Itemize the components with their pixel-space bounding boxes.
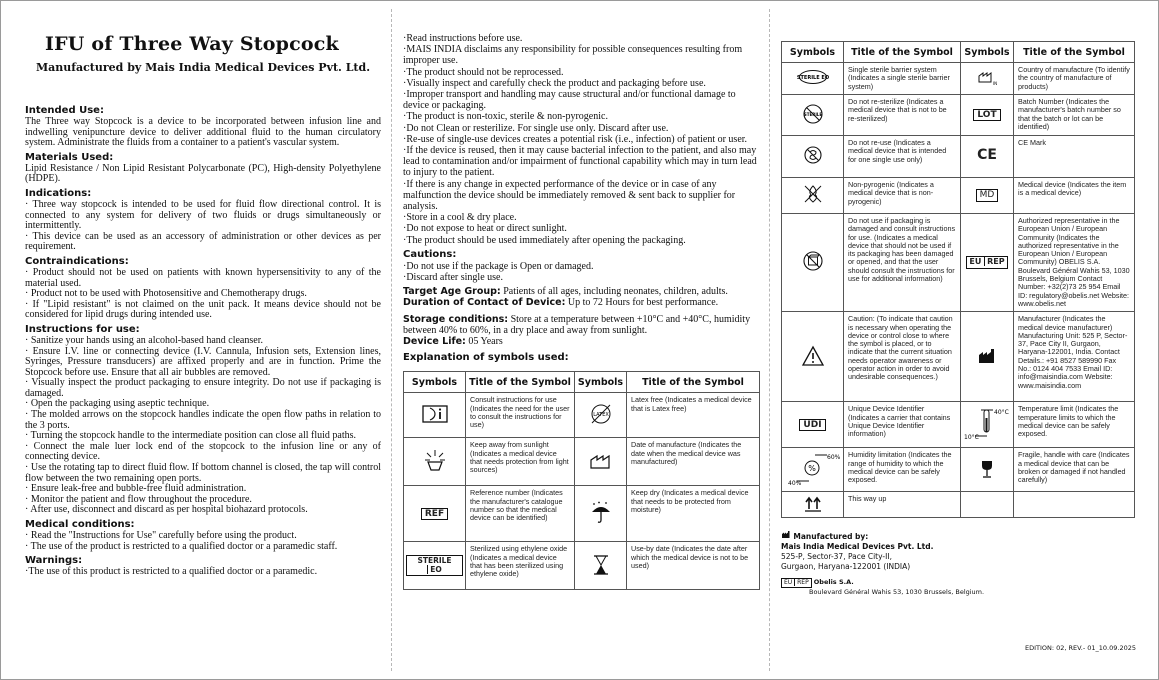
resterilize-sterile-label: STERILE [803,111,822,117]
target-age-value: Patients of all ages, including neonates, children, adults. [500,286,728,298]
latex-icon [575,393,627,438]
table1-title-header-2: Title of the Symbol [627,372,760,393]
sterile-label: STERILE [417,556,452,566]
table2-text: Do not re-use (Indicates a medical device that is intended for one single use only) [844,136,961,178]
list-item: · Turning the stopcock handle to the intermediate position can close all fluid paths. [25,430,357,442]
list-item: ·The product should be used immediately after opening the packaging. [403,234,686,246]
table1-text: Consult instructions for use (Indicates the need for the user to consult the instructions for use) [466,393,575,438]
udi-icon [782,402,844,448]
warnings-list [25,567,381,578]
list-item: · Product not to be used with Photosensitive and Chemotherapy drugs. [25,288,307,300]
eu-rep-icon [961,214,1014,312]
list-item: · This device can be used as an accessory of administration or other devices as per requirement. [25,230,381,253]
table-row [782,178,1135,214]
temp-high-label: 40°C [994,408,1009,416]
humidity-high-label: 60% [826,453,840,461]
cautions-list [403,261,760,283]
sterile-eo-icon [404,542,466,590]
table1-text: Keep dry (Indicates a medical device that needs to be protected from moisture) [627,486,760,542]
list-item: ·The product should not be reprocessed. [403,66,564,78]
table2-text: This way up [844,492,961,518]
table1-text: Use-by date (Indicates the date after which the medical device is not to be used) [627,542,760,590]
table2-text: Caution: (To indicate that caution is necessary when operating the device or control close to where the symbol is placed, or to indicate that the current situation needs operator awareness or operator action in order to avoid undesirable consequences.) [844,312,961,402]
table2-text: CE Mark [1014,136,1135,178]
table2-text: Authorized representative in the European Union / European Community (Indicates the authorized representative in the European Union / European Community) OBELIS S.A. Boulevard Général Wahis 53, 1030 Brussels, Belgium Contact Number: +32(2)73 25 954 Email ID: regulatory@obelis.net Website: www.obelis.net [1014,214,1135,312]
table2-text: Unique Device Identifier (Indicates a carrier that contains Unique Device Identifier information) [844,402,961,448]
list-item: · Visually inspect the product packaging to ensure integrity. Do not use if packaging is damaged. [25,377,381,399]
storage-value: Store at a temperature between +10°C and +40°C, humidity between 40% to 60%, in a dry place and away from sunlight. [403,313,751,336]
table1-title-header: Title of the Symbol [466,372,575,393]
table2-title-header-2: Title of the Symbol [1014,42,1135,63]
device-life-value: 05 Years [465,336,503,348]
table1-symbols-header-2: Symbols [575,372,627,393]
contraindications-list [25,268,381,321]
table1-text: Reference number (Indicates the manufacturer's catalogue number so that the medical device can be identified) [466,486,575,542]
indications-heading: Indications: [25,187,92,199]
this-way-up-icon [782,492,844,518]
edition-info: EDITION: 02, REV.- 01_10.09.2025 [1024,644,1136,652]
table-row [782,136,1135,178]
column-2 [403,33,760,590]
humidity-low-label: 40% [787,479,801,487]
manufacturer-icon [781,530,791,539]
warnings-continued-list [403,33,760,246]
list-item: · Product should not be used on patients with known hypersensitivity to any of the material used. [25,266,381,289]
list-item: · Read the "Instructions for Use" carefully before using the product. [25,530,297,541]
table2-text: Do not use if packaging is damaged and consult instructions for use. (Indicates a medical device that should not be used if its packaging has been damaged or opened, and that the user should consult the instructions for use for additional information) [844,214,961,312]
list-item: · Connect the male luer lock end of the stopcock to the infusion line or any of connecting device. [25,440,381,463]
table-row [782,214,1135,312]
udi-label: UDI [799,419,825,431]
table1-text: Keep away from sunlight (Indicates a medical device that needs protection from light sources) [466,438,575,486]
table-row [404,486,760,542]
list-item: ·Do not expose to heat or direct sunlight. [403,223,567,235]
table2-text: Humidity limitation (Indicates the range of humidity to which the medical device can be safely exposed. [844,448,961,492]
list-item: ·Store in a cool & dry place. [403,212,517,224]
list-item: ·Visually inspect and carefully check the product and packaging before use. [403,77,706,89]
document-subtitle: Manufactured by Mais India Medical Devices Pvt. Ltd. [35,61,371,74]
table2-text: Manufacturer (Indicates the medical device manufacturer) Manufacturing Unit: 525 P, Sector-37, Pace City II, Gurgaon, Haryana-122001, India. Contact Details.: +91 8527 589990 Fax No.: 0124 404 7533 Email ID: info@maisindia.com Website: www.maisindia.com [1014,312,1135,402]
temp-low-label: 10°C [964,433,979,441]
eo-label: EO [427,565,442,574]
manufacturer-name: Mais India Medical Devices Pvt. Ltd. [781,542,934,552]
list-item: ·Discard after single use. [403,272,503,284]
storage-label: Storage conditions: [403,313,509,325]
symbols-table-2 [781,41,1135,518]
duration-value: Up to 72 Hours for best performance. [565,297,719,309]
document-title: IFU of Three Way Stopcock [45,33,339,55]
table1-text: Sterilized using ethylene oxide (Indicates a medical device that has been sterilized using ethylene oxide) [466,542,575,590]
medical-conditions-heading: Medical conditions: [25,519,135,530]
table2-symbols-header-2: Symbols [961,42,1014,63]
ifu-icon [404,393,466,438]
list-item: ·Improper transport and handling may cause structural and/or functional damage to device or packaging. [403,89,736,112]
table2-text: Batch Number (Indicates the manufacturer's batch number so that the batch or lot can be identified) [1014,95,1135,136]
table2-text: Fragile, handle with care (Indicates a medical device that can be broken or damaged if not handled carefully) [1014,448,1135,492]
manufacturer-address-2: Gurgaon, Haryana-122001 (INDIA) [781,562,911,572]
device-life-line [403,336,760,347]
svg-text:STERILE EO [796,75,828,81]
sunlight-icon [404,438,466,486]
cautions-heading: Cautions: [403,248,457,260]
list-item: ·The product is non-toxic, sterile & non-pyrogenic. [403,111,608,123]
table2-text: Do not re-sterilize (Indicates a medical device that is not to be re-sterilized) [844,95,961,136]
eu-rep-block [781,578,1135,596]
table-row [782,448,1135,492]
table-row [404,393,760,438]
barrier-sterile-label: STERILE [796,75,820,82]
table2-text: Non-pyrogenic (Indicates a medical device that is non- pyrogenic) [844,178,961,214]
table2-symbols-header: Symbols [782,42,844,63]
contraindications-heading: Contraindications: [25,255,129,267]
hourglass-icon [575,542,627,590]
symbols-table-1 [403,371,760,590]
list-item: ·If the device is reused, then it may cause bacterial infection to the patient, and also may lead to contamination and/or impairment of functional capability which may in turn lead to injury to the patient. [403,145,757,179]
damaged-package-icon [782,214,844,312]
column-3 [781,41,1135,596]
non-pyrogenic-icon [782,178,844,214]
list-item: ·Read instructions before use. [403,33,523,44]
ce-icon [961,136,1014,178]
table-row [782,95,1135,136]
list-item: · Ensure I.V. line or connecting device (I.V. Cannula, Infusion sets, Extension lines, Syringes, Pressure transducers) are affixed properly and are in function. Prime the Stopcock before use. Ensure that all air bubbles are removed. [25,345,381,378]
list-item: · The use of the product is restricted to a qualified doctor or a paramedic staff. [25,540,338,552]
no-reuse-icon [782,136,844,178]
obelis-name: Obelis S.A. [813,578,854,587]
table2-text: Temperature limit (Indicates the temperature limits to which the medical device can be safely exposed. [1014,402,1135,448]
md-icon [961,178,1014,214]
table1-text: Date of manufacture (Indicates the date when the medical device was manufactured) [627,438,760,486]
ref-label: REF [421,508,448,520]
single-barrier-icon [782,63,844,95]
warnings-heading: Warnings: [25,555,83,567]
device-life-label: Device Life: [403,336,466,348]
instructions-heading: Instructions for use: [25,323,140,335]
list-item: · Ensure leak-free and bubble-free fluid administration. [25,483,247,495]
list-item: ·The use of this product is restricted to a qualified doctor or a paramedic. [25,566,318,578]
table2-text: Country of manufacture (To identify the country of manufacture of products) [1014,63,1135,95]
latex-label: LATEX [592,412,609,419]
ref-icon [404,486,466,542]
list-item: ·Do not use if the package is Open or damaged. [403,260,594,272]
temperature-icon [961,402,1014,448]
materials-text: Lipid Resistance / Non Lipid Resistant Polycarbonate (PC), High-density Polyethylene (HDPE). [25,162,381,185]
rep-label: REP [984,257,1005,266]
table1-text: Latex free (Indicates a medical device that is Latex free) [627,393,760,438]
sterile-eo-label [406,555,463,576]
table1-symbols-header: Symbols [404,372,466,393]
explanation-heading: Explanation of symbols used: [403,352,569,364]
table-row [782,402,1135,448]
country-icon [961,63,1014,95]
lot-label: LOT [973,109,1000,121]
materials-heading: Materials Used: [25,151,114,163]
no-resterilize-icon [782,95,844,136]
eu-label: EU [969,257,982,267]
caution-icon [782,312,844,402]
svg-text:%: % [807,463,816,473]
table-row [404,438,760,486]
intended-use-heading: Intended Use: [25,105,104,116]
list-item: ·If there is any change in expected performance of the device or in case of any malfunction the device should be immediately removed & sent back to supplier for analysis. [403,178,736,213]
table-row [782,63,1135,95]
medical-conditions-list [25,531,381,552]
list-item: ·Re-use of single-use devices creates a potential risk (i.e., infection) of patient or user. [403,133,748,145]
ce-label: CE [977,147,997,164]
instructions-list [25,336,381,516]
eu-rep-badge [781,578,812,588]
duration-line [403,297,760,308]
list-item: · After use, disconnect and discard as per hospital biohazard protocols. [25,504,308,516]
manufacturer-address-1: 525-P, Sector-37, Pace City-II, [781,552,892,562]
intended-use-text: The Three way Stopcock is a device to be incorporated between infusion line and indwelling venipuncture device to deliver additional fluid to the human circulatory system. Administrate the fluids from a container to a patient's vascular system. [25,116,381,149]
table-row [782,312,1135,402]
barrier-eo-label: EO [820,75,829,82]
list-item: · If "Lipid resistant" is not claimed on the unit pack. It means device should not be considered for lipid drugs during intended use. [25,298,381,321]
list-item: ·Do not Clean or resterilize. For single use only. Discard after use. [403,122,669,134]
umbrella-icon [575,486,627,542]
list-item: · Open the packaging using aseptic technique. [25,398,210,410]
manufacture-date-icon [575,438,627,486]
column-divider [391,9,392,671]
manufacturer-label: Manufactured by: [793,532,869,542]
duration-label: Duration of Contact of Device: [403,297,566,309]
empty-cell [1014,492,1135,518]
table-row [782,492,1135,518]
table2-title-header: Title of the Symbol [844,42,961,63]
country-code-label: IN [993,81,998,87]
lot-icon [961,95,1014,136]
column-1 [25,33,381,578]
column-divider [769,9,770,671]
list-item: · Three way stopcock is intended to be used for fluid flow directional control. It is connected to any system for delivery of two fluids or drugs simultaneously or intermittently. [25,198,381,232]
obelis-address: Boulevard Général Wahis 53, 1030 Brussels, Belgium. [809,588,985,597]
table2-text: Single sterile barrier system (Indicates a single sterile barrier system) [844,63,961,95]
empty-cell [961,492,1014,518]
fragile-icon [961,448,1014,492]
footer-rep-label: REP [794,579,809,586]
manufacturer-block [781,530,1135,596]
table2-text: Medical device (Indicates the item is a medical device) [1014,178,1135,214]
target-age-line [403,286,760,297]
target-age-label: Target Age Group: [403,286,501,298]
humidity-icon [782,448,844,492]
list-item: · Sanitize your hands using an alcohol-based hand cleanser. [25,334,263,346]
list-item: · Use the rotating tap to direct fluid flow. If bottom channel is closed, the tap will control flow between the two remaining open ports. [25,462,381,484]
storage-line [403,314,760,336]
eu-rep-label [966,256,1007,268]
indications-list [25,200,381,253]
md-label: MD [976,189,999,201]
manufacturer-icon [961,312,1014,402]
list-item: ·MAIS INDIA disclaims any responsibility for possible consequences resulting from improper use. [403,44,743,67]
list-item: · Monitor the patient and flow throughout the procedure. [25,493,252,505]
table-row [404,542,760,590]
list-item: · The molded arrows on the stopcock handles indicate the open flow paths in relation to the 3 ports. [25,409,381,431]
footer-eu-label: EU [784,579,793,587]
manufacturer-label-row [781,530,1135,542]
